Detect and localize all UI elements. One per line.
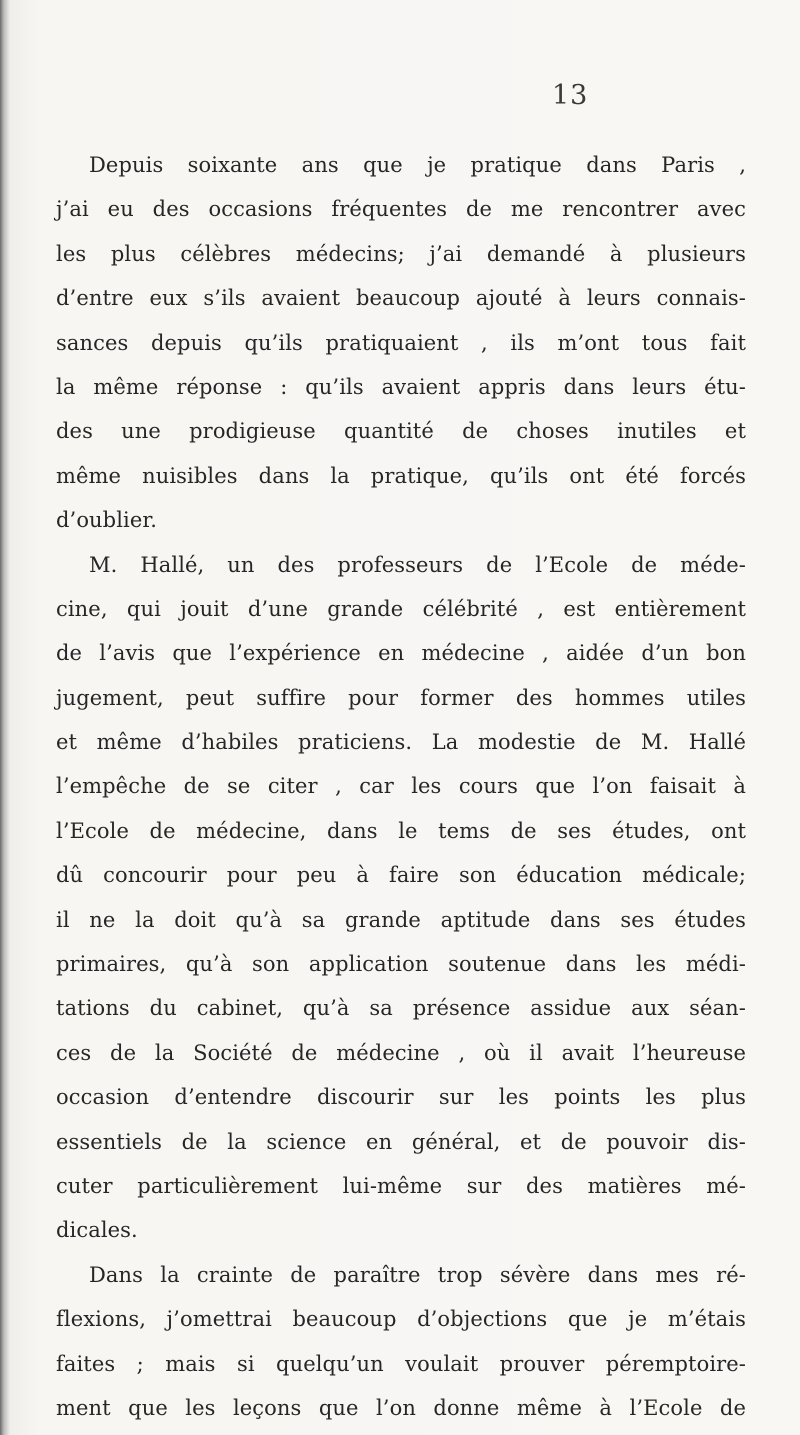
text-line: l’Ecole de médecine, dans le tems de ses études, ont <box>56 818 746 843</box>
text-line: cuter particulièrement lui-même sur des matières mé- <box>56 1173 746 1198</box>
text-line: et même d’habiles praticiens. La modestie de M. Hallé <box>56 730 746 755</box>
text-line: Depuis soixante ans que je pratique dans Paris , <box>89 153 746 177</box>
text-line: de l’avis que l’expérience en médecine , aidée d’un bon <box>56 641 746 666</box>
text-line: ment que les leçons que l’on donne même à l’Ecole de <box>56 1395 746 1420</box>
text-line: occasion d’entendre discourir sur les points les plus <box>56 1085 746 1110</box>
text-line: ces de la Société de médecine , où il avait l’heureuse <box>56 1040 746 1065</box>
text-line: même nuisibles dans la pratique, qu’ils ont été forcés <box>56 463 746 488</box>
text-line: des une prodigieuse quantité de choses inutiles et <box>56 419 746 444</box>
paragraph-3 <box>56 1253 746 1431</box>
text-line: faites ; mais si quelqu’un voulait prouver péremptoire- <box>56 1351 746 1376</box>
text-line: flexions, j’omettrai beaucoup d’objections que je m’étais <box>56 1307 746 1332</box>
text-line: j’ai eu des occasions fréquentes de me rencontrer avec <box>56 197 746 222</box>
text-line: jugement, peut suffire pour former des hommes utiles <box>56 685 746 710</box>
page-number: 13 <box>552 80 589 111</box>
paragraph-2 <box>56 543 746 1253</box>
text-line: M. Hallé, un des professeurs de l’Ecole de méde- <box>89 552 746 577</box>
body-text <box>56 143 746 1430</box>
text-line: les plus célèbres médecins; j’ai demandé à plusieurs <box>56 241 746 266</box>
text-line: d’oublier. <box>56 508 157 533</box>
text-line: cine, qui jouit d’une grande célébrité , est entièrement <box>56 596 746 621</box>
text-line: sances depuis qu’ils pratiquaient , ils m’ont tous fait <box>56 330 746 355</box>
paragraph-1 <box>56 143 746 543</box>
text-line: Dans la crainte de paraître trop sévère dans mes ré- <box>89 1262 746 1287</box>
text-line: l’empêche de se citer , car les cours que l’on faisait à <box>56 774 746 799</box>
text-line: la même réponse : qu’ils avaient appris dans leurs étu- <box>56 374 746 399</box>
text-line: dû concourir pour peu à faire son éducation médicale; <box>56 863 746 888</box>
text-line: il ne la doit qu’à sa grande aptitude dans ses études <box>56 907 746 932</box>
text-line: d’entre eux s’ils avaient beaucoup ajouté à leurs connais- <box>56 286 746 311</box>
text-line: essentiels de la science en général, et de pouvoir dis- <box>56 1129 746 1154</box>
text-line: dicales. <box>56 1218 138 1243</box>
text-line: tations du cabinet, qu’à sa présence assidue aux séan- <box>56 996 746 1021</box>
text-line: primaires, qu’à son application soutenue dans les médi- <box>56 952 746 977</box>
